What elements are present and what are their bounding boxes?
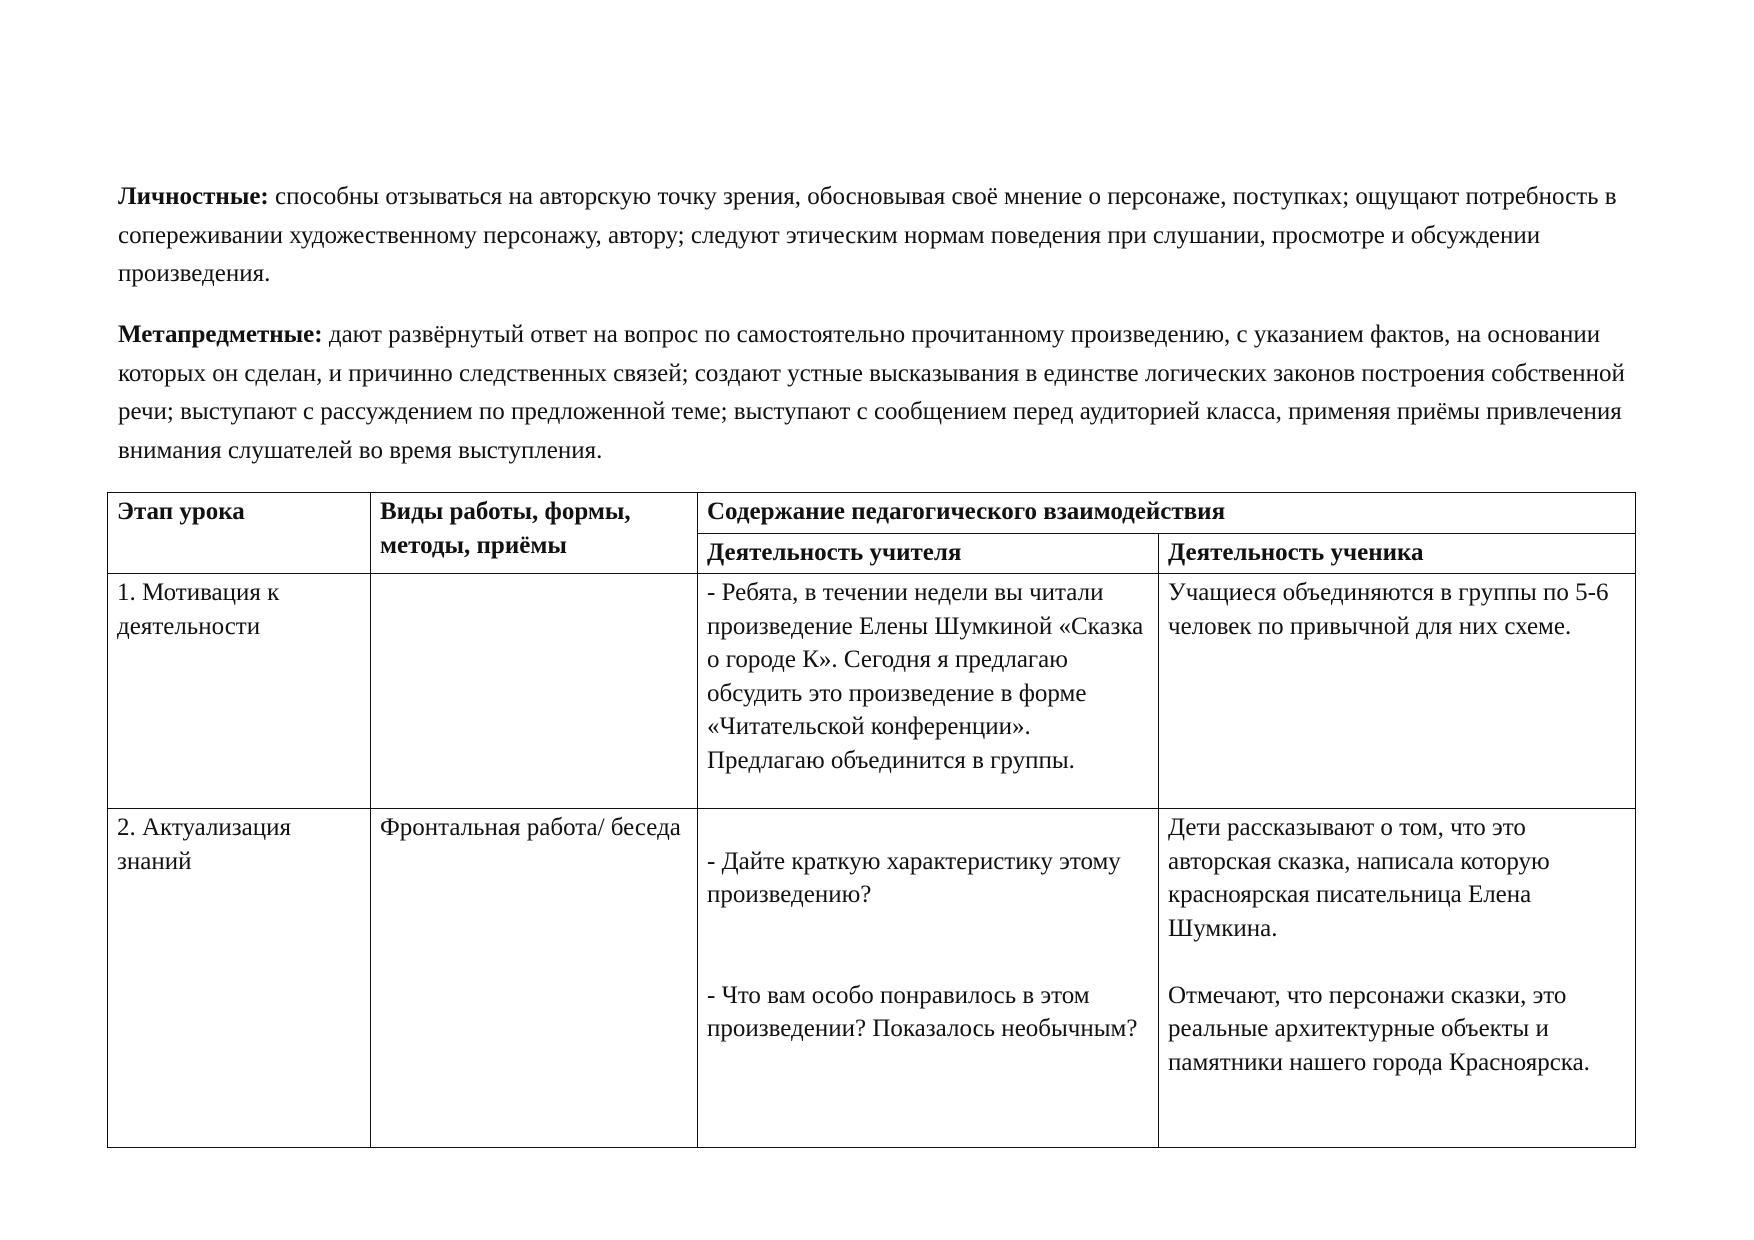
- header-content: Содержание педагогического взаимодействия: [698, 493, 1636, 534]
- personal-results-paragraph: [118, 178, 1648, 294]
- header-methods: Виды работы, формы, методы, приёмы: [371, 493, 698, 574]
- row2-teacher: [698, 809, 1159, 1148]
- row2-stage: 2. Актуализация знаний: [108, 809, 371, 1148]
- personal-text: способны отзываться на авторскую точку зрения, обосновывая своё мнение о персонаже, поступках; ощущают потребность в сопереживании художественному персонажу, автору; следуют этическим нормам поведения при слушании, просмотре и обсуждении произведения.: [118, 183, 1617, 287]
- row1-methods: [371, 574, 698, 809]
- row1-student: Учащиеся объединяются в группы по 5-6 человек по привычной для них схеме.: [1159, 574, 1636, 809]
- meta-label: Метапредметные:: [118, 321, 323, 348]
- table-header-row: [108, 493, 1636, 534]
- row1-teacher: - Ребята, в течении недели вы читали произведение Елены Шумкиной «Сказка о городе К». Сегодня я предлагаю обсудить это произведение в форме «Читательской конференции». Предлагаю объединится в группы.: [698, 574, 1159, 809]
- table-row: [108, 574, 1636, 809]
- row2-methods: Фронтальная работа/ беседа: [371, 809, 698, 1148]
- row2-teacher-question-2: - Что вам особо понравилось в этом произведении? Показалось необычным?: [707, 981, 1138, 1042]
- meta-results-paragraph: [118, 316, 1648, 470]
- row1-stage: 1. Мотивация к деятельности: [108, 574, 371, 809]
- lesson-table: [107, 492, 1636, 1148]
- row2-student-answer-2: Отмечают, что персонажи сказки, это реальные архитектурные объекты и памятники нашего города Красноярска.: [1168, 981, 1590, 1076]
- header-stage: Этап урока: [108, 493, 371, 574]
- row2-student: [1159, 809, 1636, 1148]
- personal-label: Личностные:: [118, 183, 269, 210]
- row2-teacher-question-1: - Дайте краткую характеристику этому произведению?: [707, 847, 1121, 908]
- header-student: Деятельность ученика: [1159, 533, 1636, 574]
- row2-student-answer-1: Дети рассказывают о том, что это авторская сказка, написала которую красноярская писательница Елена Шумкина.: [1168, 814, 1550, 942]
- table-row: [108, 809, 1636, 1148]
- meta-text: дают развёрнутый ответ на вопрос по самостоятельно прочитанному произведению, с указанием фактов, на основании которых он сделан, и причинно следственных связей; создают устные высказывания в единстве логических законов построения собственной речи; выступают с рассуждением по предложенной теме; выступают с сообщением перед аудиторией класса, применяя приёмы привлечения внимания слушателей во время выступления.: [118, 321, 1625, 464]
- header-teacher: Деятельность учителя: [698, 533, 1159, 574]
